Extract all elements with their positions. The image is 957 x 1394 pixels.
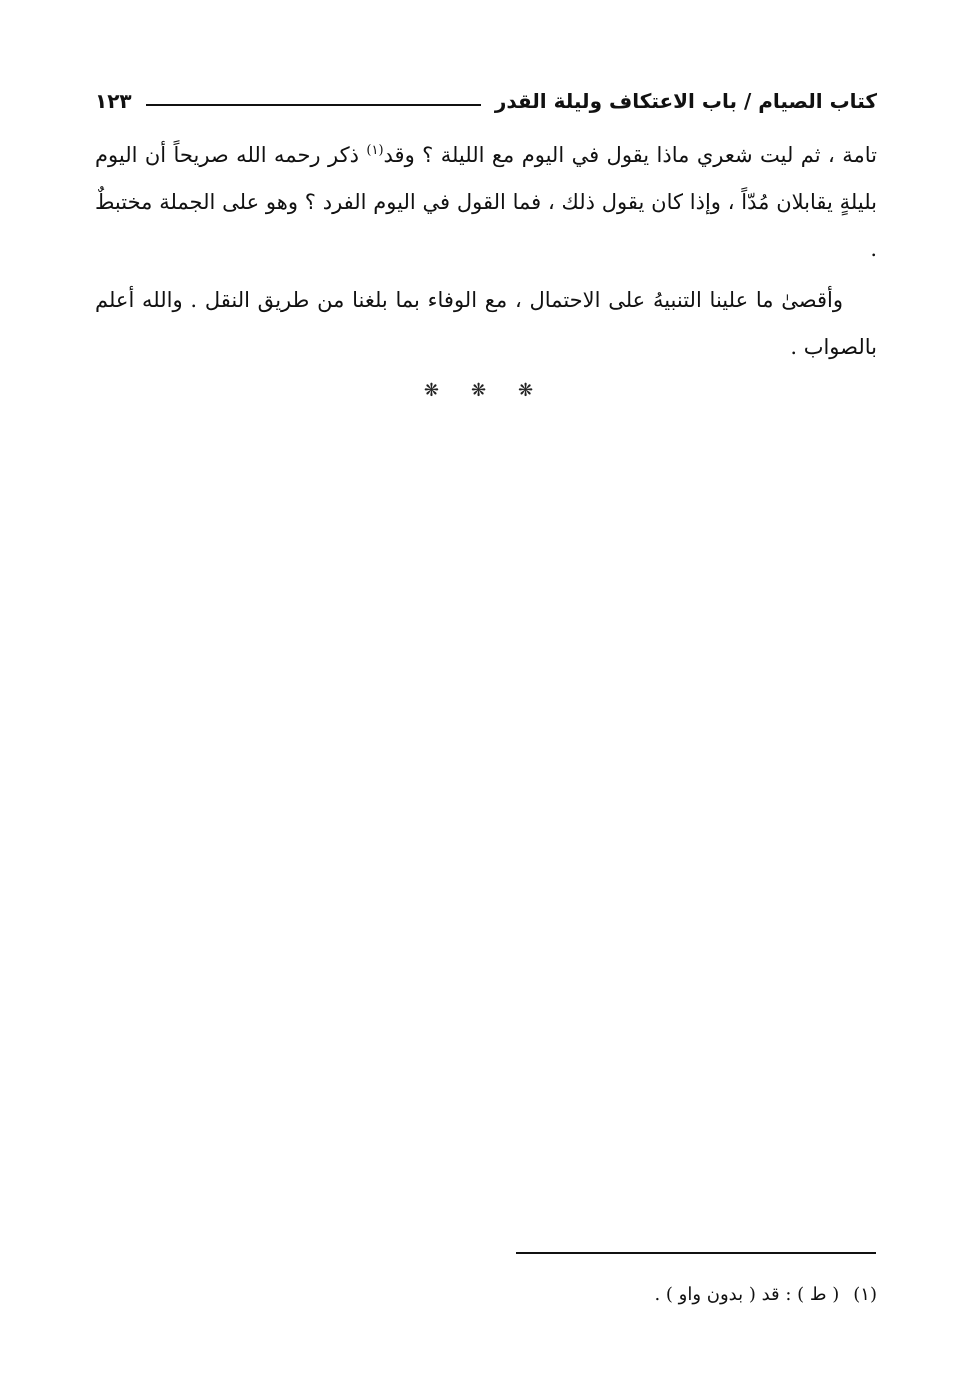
section-separator [0,380,957,401]
footnote-reference: (١) [366,143,384,158]
page-number: ١٢٣ [95,89,132,113]
asterism-icon: ❋ [423,380,439,401]
footnote-number: (١) [853,1284,877,1305]
header-title: كتاب الصيام / باب الاعتكاف وليلة القدر [494,89,877,113]
asterism-icon: ❋ [518,380,534,401]
header-rule [146,104,481,106]
footnote-text: ( ط ) : قد ( بدون واو ) . [654,1284,840,1305]
paragraph-2: وأقصىٰ ما علينا التنبيهُ على الاحتمال ، مع الوفاء بما بلغنا من طريق النقل . والله أعلم بالصواب . [95,288,877,359]
asterism-icon: ❋ [470,380,487,401]
paragraph-1 [95,132,877,273]
paragraph-1-start: تامة ، ثم ليت شعري ماذا يقول في اليوم مع الليلة ؟ وقد [383,143,877,167]
running-header [95,84,877,118]
footnote-rule [516,1252,876,1254]
footnote [95,1280,877,1310]
body-text [95,132,877,371]
paragraph-1-rest: ذكر رحمه الله صريحاً أن اليوم بليلةٍ يقابلان مُدّاً ، وإذا كان يقول ذلك ، فما القول في اليوم الفرد ؟ وهو على الجملة مختبطٌ . [95,143,877,261]
